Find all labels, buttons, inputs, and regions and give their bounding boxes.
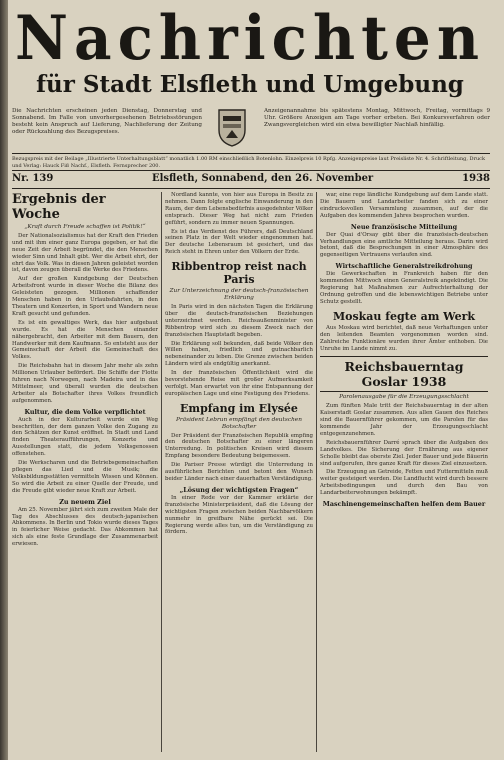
paragraph: In einer Rede vor der Kammer erklärte der französische Ministerpräsident, daß die Lösung der wichtigsten Fragen zwischen beiden Nachbarvölkern nunmehr in greifbare Nähe gerückt sei. Die Regierung werde alles tun, um die Verständigung zu fördern. xyxy=(165,494,313,536)
column-rule xyxy=(161,192,162,752)
subscription-strip: Bezugspreis mit der Beilage „Illustrierte Unterhaltungsblatt“ monatlich 1.00 RM einschließlich Botenlohn. Einzelpreis 10 Rpfg. Anzeigenpreise laut Preisliste Nr. 4. Schriftleitung, Druck und Verlag: Hauck Fiß Nachf., Elsfleth. Fernsprecher 200. xyxy=(12,156,486,169)
subheadline: Zur Unterzeichnung der deutsch-französischen Erklärung xyxy=(169,288,309,302)
paragraph: Die Erzeugung an Getreide, Fetten und Futtermitteln muß weiter gesteigert werden. Die Landflucht wird durch bessere Arbeitsbedingungen und durch den Bau von Landarbeiterwohnungen bekämpft. xyxy=(320,469,488,497)
masthead-title: Nachrichten xyxy=(14,2,486,74)
paragraph: In Paris wird in den nächsten Tagen die Erklärung über die deutsch-französischen Beziehungen unterzeichnet werden. Reichsaußenminister von Ribbentrop wird sich zu diesem Zweck nach der französischen Hauptstadt begeben. xyxy=(165,303,313,338)
section-heading: Neue französische Mitteilung xyxy=(350,222,458,231)
paragraph: Auch in der Kulturarbeit wurde ein Weg beschritten, der dem ganzen Volke den Zugang zu den Schätzen der Kunst eröffnet. In Stadt und Land finden Theateraufführungen, Konzerte und Ausstellungen statt, die jedem Volksgenossen offenstehen. xyxy=(12,416,158,458)
section-heading: Zu neuem Ziel xyxy=(59,497,111,506)
paragraph: Es ist ein gewaltiges Werk, das hier aufgebaut wurde. Es hat die Menschen einander nähergebracht, den Arbeiter mit dem Bauern, den Handwerker mit dem Kaufmann. So entsteht aus der Gemeinschaft der Arbeit die Gemeinschaft des Volkes. xyxy=(12,319,158,361)
section-heading: Wirtschaftliche Generalstreikdrohung xyxy=(335,262,473,271)
section-heading: Kultur, die dem Volke verpflichtet xyxy=(24,407,146,416)
paragraph: Der Präsident der Französischen Republik empfing den deutschen Botschafter zu einer längeren Unterredung. In politischen Kreisen wird diesem Empfang besondere Bedeutung beigemessen. xyxy=(165,432,313,460)
paragraph: Die Pariser Presse würdigt die Unterredung in ausführlichen Berichten und betont den Wunsch beider Länder nach einer dauerhaften Verständigung. xyxy=(165,462,313,482)
paragraph: Es ist das Verdienst des Führers, daß Deutschland seinen Platz in der Welt wieder eingenommen hat. Der deutsche Lebensraum ist gesichert, und das Reich steht in Ehren unter den Völkern der Erde. xyxy=(165,228,313,256)
info-row xyxy=(12,108,490,152)
headline: Ribbentrop reist nach Paris xyxy=(171,260,307,287)
paragraph: Der Nationalsozialismus hat der Kraft den Frieden und mit ihm einer ganz Europa gegeben, er hat die neue Zeit der Arbeit begründet, die den Menschen wieder Sinn und Inhalt gibt. Wer die Arbeit ehrt, der ehrt das Volk. Was in diesen Jahren geleistet worden ist, davon zeugen überall die Werke des Friedens. xyxy=(12,232,158,274)
paragraph: Aus Moskau wird berichtet, daß neue Verhaftungen unter den leitenden Beamten vorgenommen worden sind. Zahlreiche Funktionäre wurden ihrer Ämter enthoben. Die Unruhe im Lande nimmt zu. xyxy=(320,324,488,352)
issue-year: 1938 xyxy=(462,173,490,184)
section-heading: „Lösung der wichtigsten Fragen“ xyxy=(179,485,299,494)
paragraph: Die Gewerkschaften in Frankreich haben für den kommenden Mittwoch einen Generalstreik angekündigt. Die Regierung hat Maßnahmen zur Aufrechterhaltung der Ordnung getroffen und die lebenswichtigen Betriebe unter Schutz gestellt. xyxy=(320,271,488,305)
paragraph: Zum fünften Male tritt der Reichsbauerntag in der alten Kaiserstadt Goslar zusammen. Aus allen Gauen des Reiches sind die Bauernführer gekommen, um die Parolen für das kommende Jahr der Erzeugungsschlacht entgegenzunehmen. xyxy=(320,403,488,437)
paragraph: war, eine rege ländliche Kundgebung auf dem Lande statt. Die Bauern und Landarbeiter fanden sich zu einer eindrucksvollen Versammlung zusammen, auf der die Aufgaben des kommenden Jahres besprochen wurden. xyxy=(320,192,488,219)
publication-notice: Die Nachrichten erscheinen jeden Dienstag, Donnerstag und Sonnabend. Im Falle von unvorhergesehenen Betriebsstörungen besteht kein Anspruch auf Lieferung, Nachlieferung der Zeitung oder Rückzahlung des Bezugspreises. xyxy=(12,108,202,135)
headline: Ergebnis der Woche xyxy=(12,192,106,222)
issue-date: Elsfleth, Sonnabend, den 26. November xyxy=(152,173,374,184)
subheadline: „Kraft durch Freude schaffen ist Politik!“ xyxy=(24,224,146,230)
headline: Empfang im Elysée xyxy=(180,401,298,415)
masthead-subtitle: für Stadt Elsfleth und Umgebung xyxy=(36,71,464,98)
subheadline: Präsident Lebrun empfängt den deutschen Botschafter xyxy=(176,416,302,430)
paragraph: Reichsbauernführer Darré sprach über die Aufgaben des Landvolkes. Die Sicherung der Ernährung aus eigener Scholle bleibt das oberste Ziel. Jeder Bauer und jede Bäuerin sind aufgerufen, ihre ganze Kraft für dieses Ziel einzusetzen. xyxy=(320,439,488,467)
section-heading: Maschinengemeinschaften helfen dem Bauer xyxy=(322,500,486,509)
divider xyxy=(12,188,490,189)
coat-of-arms-icon xyxy=(217,108,247,148)
paragraph: Nordland kannte, von hier aus Europa in Besitz zu nehmen. Dann folgte englische Einwanderung in den Raum, der dem Lebensbedürfnis ausgedehnter Völker entsprach. Dieser Weg hat nicht zum Frieden geführt, sondern zu immer neuen Spannungen. xyxy=(165,192,313,226)
dateline xyxy=(12,173,490,187)
paragraph: Der Quai d'Orsay gibt über die französisch-deutschen Verhandlungen eine amtliche Mitteilung heraus. Darin wird betont, daß die Besprechungen in einer Atmosphäre des gegenseitigen Vertrauens verlaufen sind. xyxy=(320,231,488,259)
subheadline: Parolenausgabe für die Erzeugungsschlacht xyxy=(339,394,469,401)
paragraph: Die Reichsbahn hat in diesem Jahr mehr als zehn Millionen Urlauber befördert. Die Schiffe der Flotte fuhren nach Norwegen, nach Madeira und in das Mittelmeer, und überall wurden die deutschen Arbeiter als Botschafter ihres Volkes freundlich aufgenommen. xyxy=(12,363,158,404)
masthead xyxy=(12,2,488,98)
paragraph: Die Werkscharen und die Betriebsgemeinschaften pflegen das Lied und die Musik; die Volksbildungsstätten vermitteln Wissen und Können. So wird die Arbeit zu einer Quelle der Freude, und die Freude gibt wieder neue Kraft zur Arbeit. xyxy=(12,460,158,494)
divider xyxy=(12,153,490,154)
column-1 xyxy=(12,192,158,752)
divider xyxy=(12,170,490,171)
paragraph: Auf der großen Kundgebung der Deutschen Arbeitsfront wurde in dieser Woche die Bilanz des Geleisteten gezogen. Millionen schaffender Menschen haben in den Urlaubsfahrten, in den Theatern und Konzerten, in Sport und Wandern neue Kraft gesucht und gefunden. xyxy=(12,276,158,317)
paragraph: Die Erklärung soll bekunden, daß beide Völker den Willen haben, friedlich und gutnachbarlich nebeneinander zu leben. Die Grenze zwischen beiden Ländern wird als endgültig anerkannt. xyxy=(165,340,313,368)
paragraph: In der französischen Öffentlichkeit wird die bevorstehende Reise mit großer Aufmerksamkeit verfolgt. Man erwartet von ihr eine Entspannung der europäischen Lage und eine Festigung des Friedens. xyxy=(165,370,313,397)
headline: Moskau fegte am Werk xyxy=(332,309,476,323)
paragraph: Am 25. November jährt sich zum zweiten Male der Tag des Abschlusses des deutsch-japanischen Abkommens. In Berlin und Tokio wurde dieses Tages in feierlicher Weise gedacht. Das Abkommen hat sich als eine feste Grundlage der Zusammenarbeit erwiesen. xyxy=(12,506,158,548)
advertising-notice: Anzeigenannahme bis spätestens Montag, Mittwoch, Freitag, vormittags 9 Uhr. Größere Anzeigen am Tage vorher erbeten. Bei Konkursverfahren oder Zwangsvergleichen wird ein etwa bewilligter Nachlaß hinfällig. xyxy=(264,108,490,128)
column-3 xyxy=(320,192,488,752)
column-rule xyxy=(316,192,317,752)
banner-headline: Reichsbauerntag Goslar 1938 xyxy=(320,356,488,392)
column-2 xyxy=(165,192,313,752)
binding-edge xyxy=(0,0,8,760)
issue-number: Nr. 139 xyxy=(12,173,54,184)
